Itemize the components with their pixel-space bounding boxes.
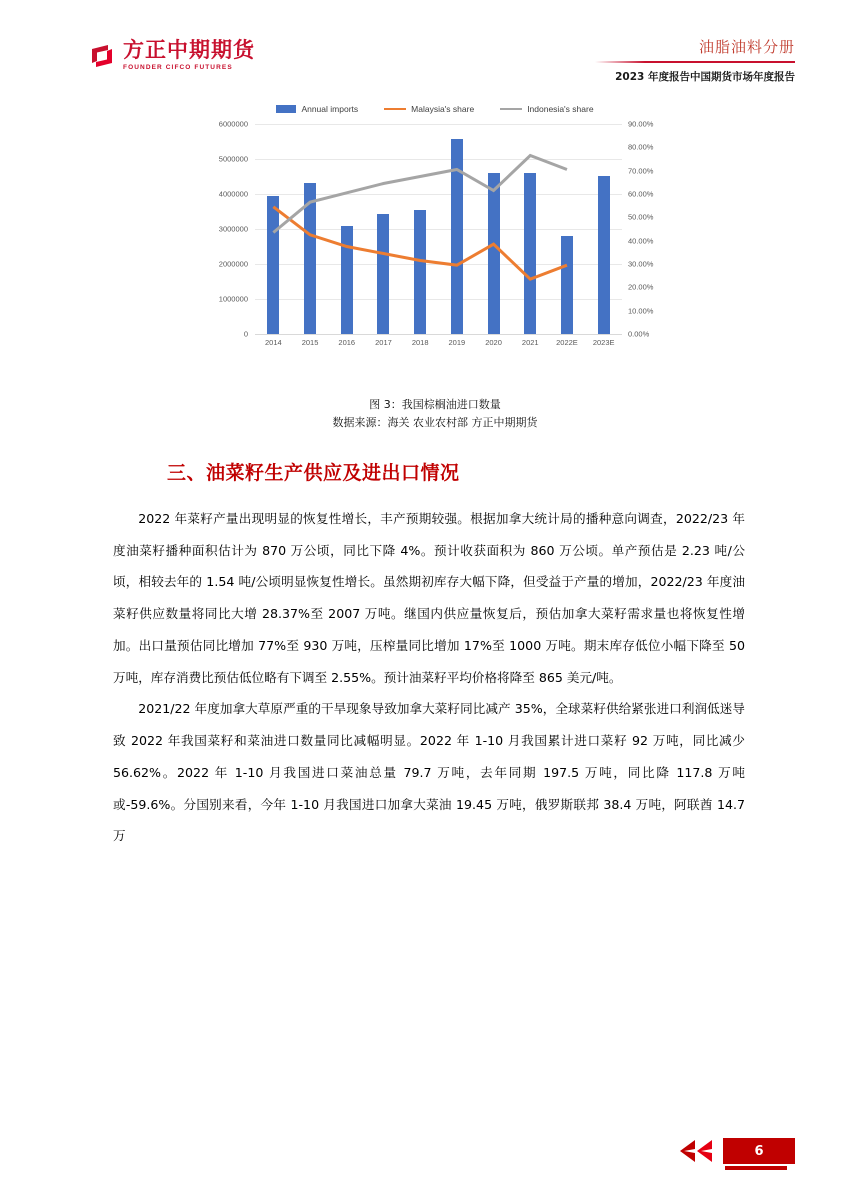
x-tick-label: 2014: [265, 338, 282, 347]
header-divider: [595, 61, 795, 63]
y-tick-right: 90.00%: [628, 119, 654, 129]
page-footer: [679, 1138, 795, 1164]
x-tick-label: 2015: [301, 338, 319, 347]
palm-oil-import-chart: [200, 100, 670, 390]
y-tick-right: 60.00%: [628, 189, 654, 199]
chart-x-axis: [255, 338, 622, 347]
logo-text-cn: 方正中期期货: [123, 38, 255, 62]
chart-legend: [200, 100, 670, 118]
y-tick-left: 1000000: [218, 294, 248, 304]
logo-text-block: [123, 40, 255, 71]
y-tick-left: 2000000: [218, 259, 248, 269]
paragraph: 2021/22 年度加拿大草原严重的干旱现象导致加拿大菜籽同比减产 35%，全球菜籽供给紧张进口利润低迷导致 2022 年我国菜籽和菜油进口数量同比减幅明显。2022 年 1-10 月我国累计进口菜籽 92 万吨，同比减少 56.62%。2022 年 1-10 月我国进口菜油总量 79.7 万吨，去年同期 197.5 万吨，同比降 117.8 万吨或-59.6%。分国别来看，今年 1-10 月我国进口加拿大菜油 19.45 万吨，俄罗斯联邦 38.4 万吨，阿联酋 14.7 万: [113, 701, 745, 844]
y-tick-right: 0.00%: [628, 329, 650, 339]
page-header: [0, 0, 850, 95]
line-series-indonesia: [273, 156, 567, 233]
legend-label-0: Annual imports: [301, 104, 359, 114]
page-number-badge: [723, 1138, 795, 1164]
founder-logo-icon: [88, 42, 116, 70]
y-tick-left: 4000000: [218, 189, 248, 199]
chart-grid: [255, 124, 622, 334]
y-tick-right: 80.00%: [628, 142, 654, 152]
gridline: [255, 334, 622, 335]
header-title-block: [595, 36, 795, 84]
x-tick-label: 2022E: [556, 338, 578, 347]
x-tick-label: 2020: [485, 338, 502, 347]
chart-plot-area: [200, 119, 670, 359]
y-tick-right: 50.00%: [628, 212, 654, 222]
x-tick-label: 2023E: [592, 338, 615, 347]
line-series-malaysia: [273, 207, 567, 279]
x-tick-label: 2018: [411, 338, 429, 347]
y-tick-left: 0: [243, 329, 248, 339]
y-tick-right: 20.00%: [628, 282, 654, 292]
legend-item-indonesia-share: [500, 104, 593, 114]
paragraph: 2022 年菜籽产量出现明显的恢复性增长，丰产预期较强。根据加拿大统计局的播种意向调查，2022/23 年度油菜籽播种面积估计为 870 万公顷，同比下降 4%。预计收获面积为 860 万公顷。单产预估是 2.23 吨/公顷，相较去年的 1.54 吨/公顷明显恢复性增长。虽然期初库存大幅下降，但受益于产量的增加，2022/23 年度油菜籽供应数量将同比大增 28.37%至 2007 万吨。继国内供应量恢复后，预估加拿大菜籽需求量也将恢复性增加。出口量预估同比增加 77%至 930 万吨，压榨量同比增加 17%至 1000 万吨。期末库存低位小幅下降至 50 万吨，库存消费比预估低位略有下调至 2.55%。预计油菜籽平均价格将降至 865 美元/吨。: [113, 511, 745, 685]
report-volume-title: 油脂油料分册: [698, 38, 795, 56]
body-content: [113, 503, 745, 852]
x-tick-label: 2019: [448, 338, 466, 347]
report-subtitle: 2023 年度报告中国期货市场年度报告: [615, 71, 795, 83]
x-tick-label: 2021: [521, 338, 539, 347]
y-tick-right: 30.00%: [628, 259, 654, 269]
chart-y-axis-left: [200, 119, 252, 339]
legend-swatch-line-orange-icon: [384, 108, 406, 111]
y-tick-right: 70.00%: [628, 166, 654, 176]
figure-caption: [200, 396, 670, 432]
y-tick-right: 10.00%: [628, 306, 654, 316]
legend-label-1: Malaysia's share: [411, 104, 475, 114]
chart-y-axis-right: [624, 119, 670, 339]
section-heading: 三、油菜籽生产供应及进出口情况: [167, 462, 460, 484]
page-number: 6: [754, 1143, 764, 1159]
y-tick-left: 3000000: [218, 224, 248, 234]
y-tick-left: 5000000: [218, 154, 248, 164]
legend-item-malaysia-share: [384, 104, 474, 114]
legend-swatch-bar-icon: [276, 105, 296, 113]
chart-line-series: [255, 124, 622, 334]
x-tick-label: 2017: [375, 338, 392, 347]
figure-caption-source: 数据来源：海关 农业农村部 方正中期期货: [332, 416, 538, 430]
y-tick-right: 40.00%: [628, 236, 654, 246]
legend-item-annual-imports: [276, 104, 358, 114]
company-logo: [88, 40, 255, 71]
legend-label-2: Indonesia's share: [527, 104, 594, 114]
y-tick-left: 6000000: [218, 119, 248, 129]
legend-swatch-line-gray-icon: [500, 108, 522, 111]
figure-caption-title: 图 3：我国棕榈油进口数量: [369, 398, 501, 411]
logo-text-en: FOUNDER CIFCO FUTURES: [123, 64, 233, 71]
x-tick-label: 2016: [338, 338, 356, 347]
double-chevron-left-icon: [679, 1138, 715, 1164]
